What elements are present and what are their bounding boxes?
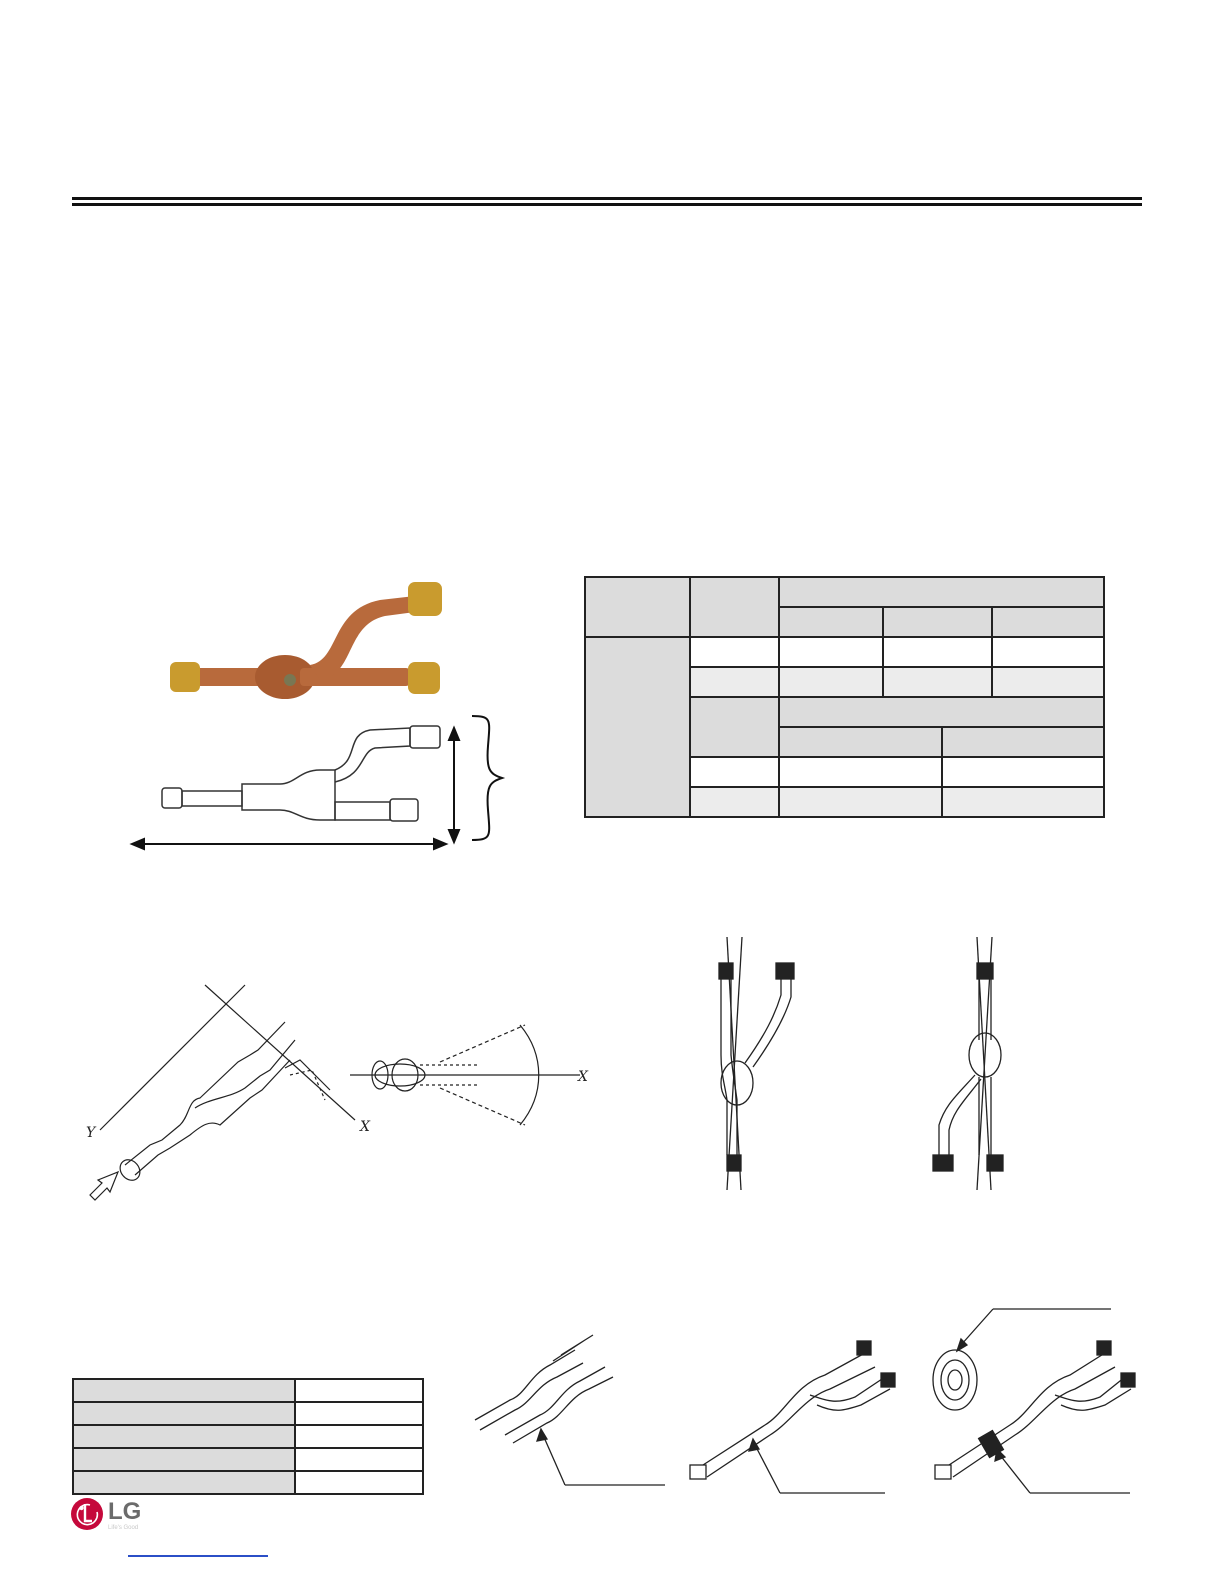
- insulation-diagrams: [465, 1305, 1145, 1505]
- table-cell: [295, 1402, 423, 1425]
- dimension-arrows: [132, 716, 502, 849]
- axis-y-line: [100, 985, 245, 1130]
- axis-x-line: [205, 985, 355, 1120]
- table-cell: [883, 667, 993, 697]
- header-cell: [779, 577, 1104, 607]
- table-cell: [295, 1379, 423, 1402]
- vertical-orientation-diagrams: [695, 935, 1045, 1195]
- lg-logo-text: LG: [108, 1498, 142, 1525]
- table-cell: [295, 1425, 423, 1448]
- table-cell: [690, 757, 780, 787]
- table-cell: [295, 1471, 423, 1494]
- header-cell: [942, 727, 1104, 757]
- header-cell: [779, 697, 1104, 727]
- table-cell: [690, 787, 780, 817]
- table-cell: [942, 757, 1104, 787]
- axis-y-label: Y: [86, 1125, 96, 1141]
- table-cell: [779, 757, 941, 787]
- table-cell: [295, 1448, 423, 1471]
- table-cell: [690, 667, 780, 697]
- table-cell: [779, 637, 883, 667]
- installation-angle-diagram: [80, 980, 600, 1210]
- table-cell: [73, 1379, 295, 1402]
- table-cell: [779, 667, 883, 697]
- y-branch-illustration: [120, 570, 520, 860]
- header-rule-bottom: [72, 203, 1142, 206]
- table-cell: [992, 637, 1104, 667]
- table-cell: [942, 787, 1104, 817]
- table-cell: [779, 787, 941, 817]
- y-branch-photo: [170, 582, 442, 699]
- table-cell: [690, 637, 780, 667]
- header-cell: [585, 577, 690, 637]
- footer-link[interactable]: [128, 1555, 268, 1557]
- lg-logo-mark: [70, 1497, 104, 1531]
- header-cell: [690, 697, 780, 757]
- lg-logo: [70, 1496, 160, 1536]
- table-cell: [73, 1471, 295, 1494]
- header-cell: [992, 607, 1104, 637]
- dimension-spec-table: [584, 576, 1105, 818]
- small-spec-table: [72, 1378, 424, 1495]
- table-cell: [883, 637, 993, 667]
- table-cell: [73, 1448, 295, 1471]
- header-cell: [779, 607, 883, 637]
- header-cell: [779, 727, 941, 757]
- axis-x-label-left: X: [360, 1119, 370, 1135]
- table-cell: [992, 667, 1104, 697]
- table-cell: [73, 1402, 295, 1425]
- table-cell: [73, 1425, 295, 1448]
- axis-x-label-right: X: [578, 1069, 588, 1085]
- y-branch-drawing: [162, 726, 440, 821]
- row-group-cell: [585, 637, 690, 817]
- header-rule-top: [72, 197, 1142, 200]
- header-cell: [883, 607, 993, 637]
- header-cell: [690, 577, 780, 637]
- lg-logo-tagline: Life's Good: [108, 1525, 139, 1531]
